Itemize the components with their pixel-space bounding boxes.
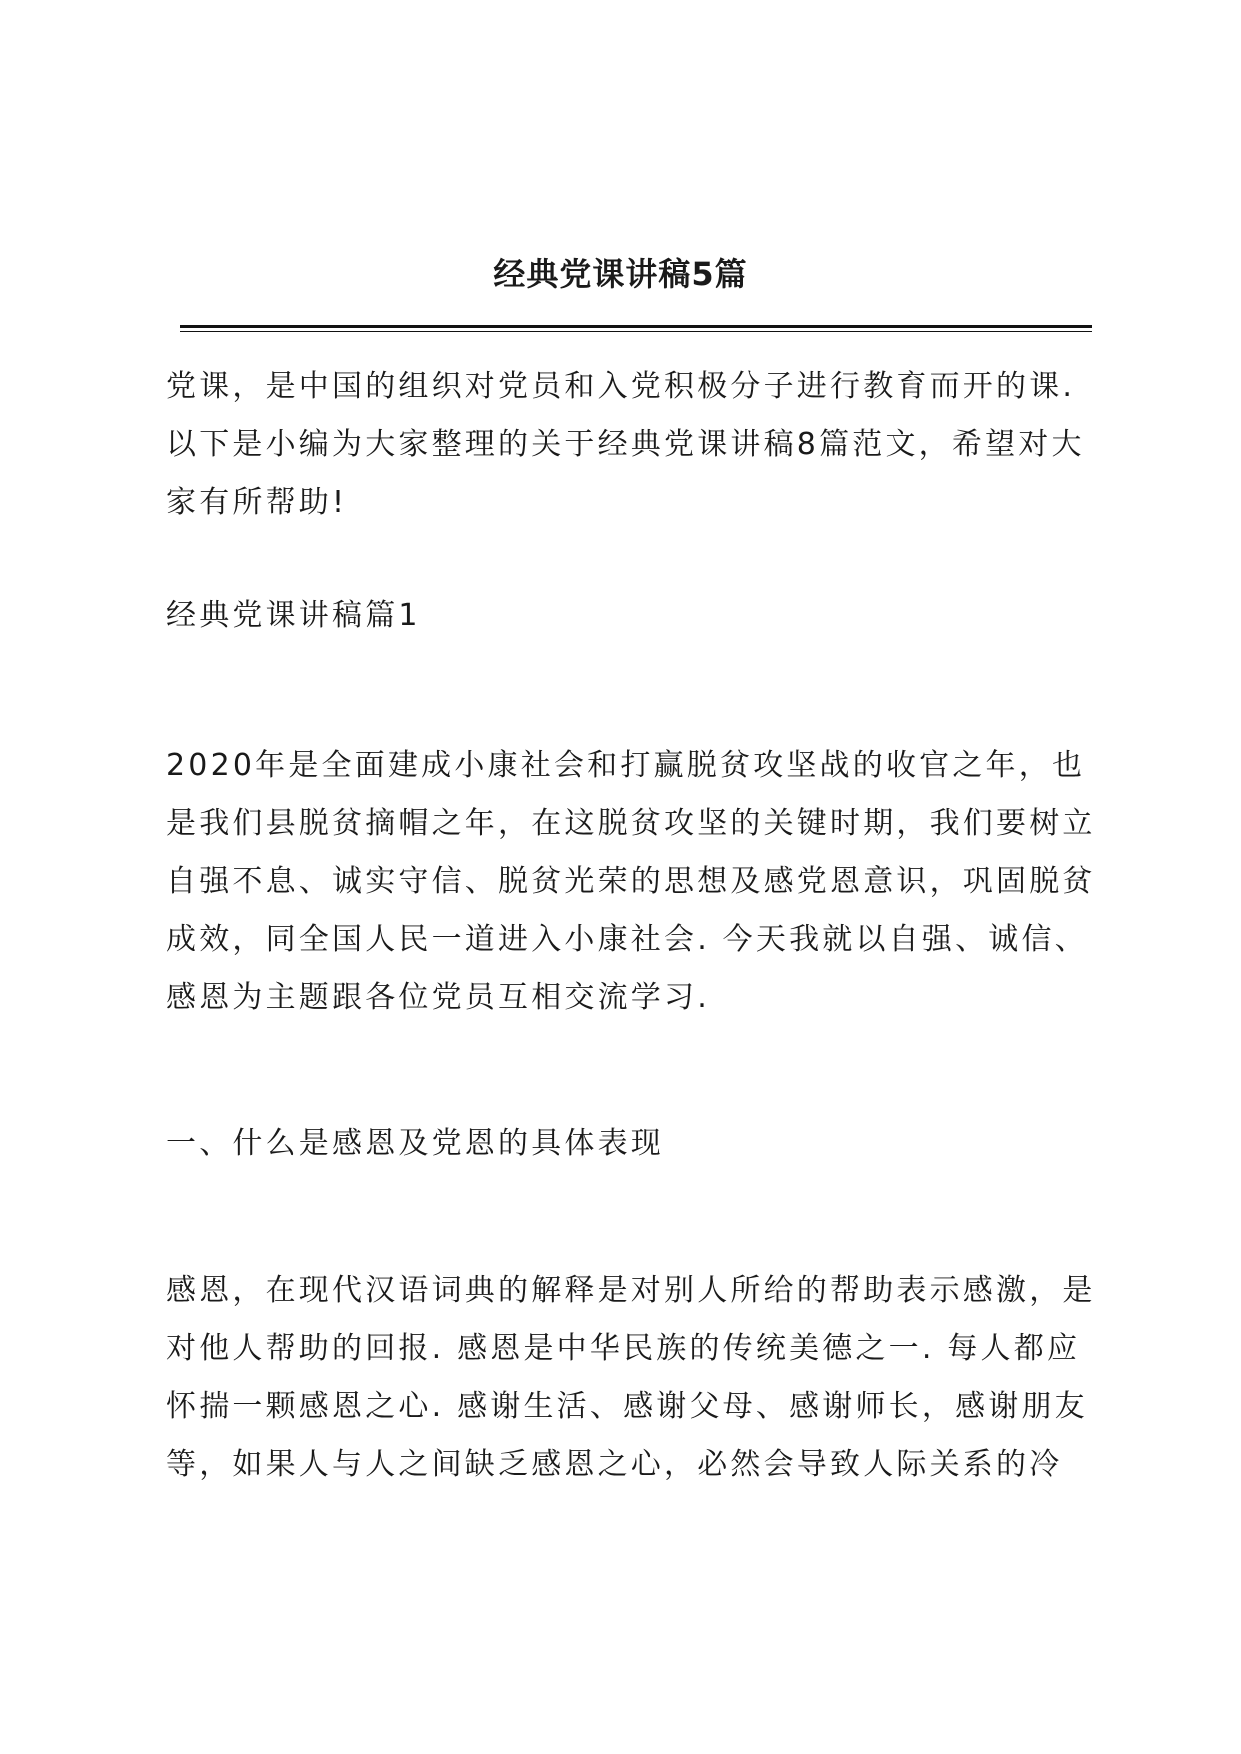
paragraph-line: 是我们县脱贫摘帽之年，在这脱贫攻坚的关键时期，我们要树立 — [166, 806, 1096, 841]
paragraph-line: 怀揣一颗感恩之心. 感谢生活、感谢父母、感谢师长，感谢朋友 — [166, 1389, 1088, 1424]
section-heading-text: 经典党课讲稿篇1 — [166, 598, 421, 633]
intro-paragraph — [166, 358, 1096, 532]
paragraph-line: 成效，同全国人民一道进入小康社会. 今天我就以自强、诚信、 — [166, 922, 1088, 957]
paragraph-line: 对他人帮助的回报. 感恩是中华民族的传统美德之一. 每人都应 — [166, 1331, 1081, 1366]
title-divider — [180, 325, 1092, 332]
paragraph-line: 感恩为主题跟各位党员互相交流学习. — [166, 980, 710, 1015]
subheading-paragraph — [166, 1262, 1096, 1494]
section1-paragraph — [166, 737, 1096, 1027]
intro-line: 家有所帮助! — [166, 485, 348, 520]
section-heading — [166, 587, 1096, 645]
document-title: 经典党课讲稿5篇 — [493, 255, 748, 293]
intro-line: 以下是小编为大家整理的关于经典党课讲稿8篇范文，希望对大 — [166, 427, 1085, 462]
subheading — [166, 1115, 1096, 1173]
paragraph-line: 自强不息、诚实守信、脱贫光荣的思想及感党恩意识，巩固脱贫 — [166, 864, 1096, 899]
subheading-text: 一、什么是感恩及党恩的具体表现 — [166, 1126, 664, 1161]
intro-line: 党课，是中国的组织对党员和入党积极分子进行教育而开的课. — [166, 369, 1076, 404]
paragraph-line: 等，如果人与人之间缺乏感恩之心，必然会导致人际关系的冷 — [166, 1447, 1063, 1482]
paragraph-line: 2020年是全面建成小康社会和打赢脱贫攻坚战的收官之年，也 — [166, 748, 1086, 783]
paragraph-line: 感恩，在现代汉语词典的解释是对别人所给的帮助表示感激，是 — [166, 1273, 1096, 1308]
